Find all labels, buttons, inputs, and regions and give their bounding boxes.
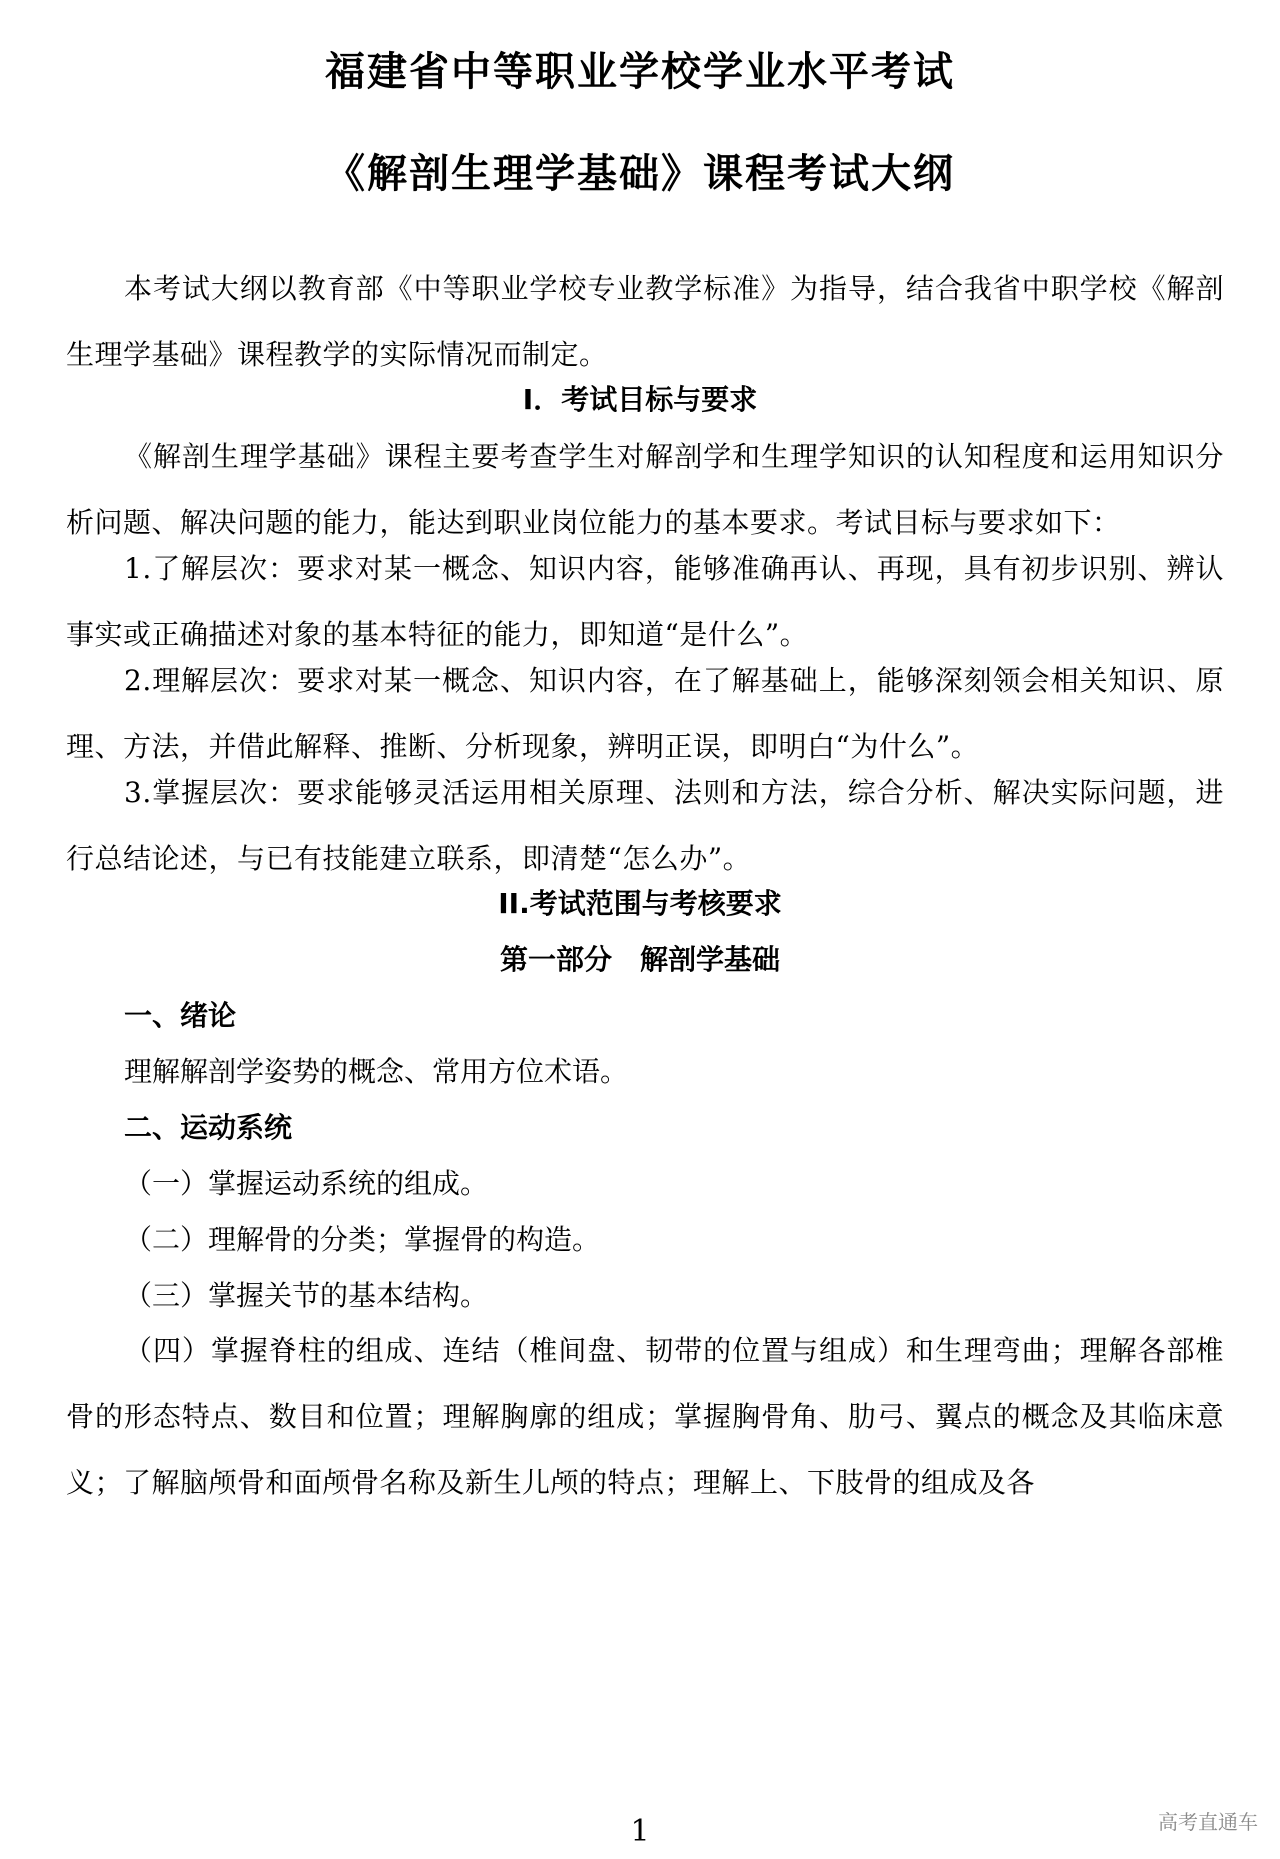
chapter2-heading: 二、运动系统: [124, 1111, 293, 1144]
chapter2-item-1: （一）掌握运动系统的组成。: [124, 1167, 489, 1200]
chapter2-item-2: （二）理解骨的分类；掌握骨的构造。: [124, 1223, 601, 1256]
document-title-line1: 福建省中等职业学校学业水平考试: [325, 49, 955, 95]
level-1-paragraph: 1.了解层次：要求对某一概念、知识内容，能够准确再认、再现，具有初步识别、辨认事实或正确描述对象的基本特征的能力，即知道“是什么”。: [66, 552, 1224, 651]
chapter1-text: 理解解剖学姿势的概念、常用方位术语。: [124, 1055, 629, 1088]
level-3-paragraph: 3.掌握层次：要求能够灵活运用相关原理、法则和方法，综合分析、解决实际问题，进行总结论述，与已有技能建立联系，即清楚“怎么办”。: [66, 776, 1224, 875]
watermark: 高考直通车: [1158, 1810, 1258, 1834]
page-number: 1: [630, 1814, 650, 1849]
intro-paragraph: 本考试大纲以教育部《中等职业学校专业教学标准》为指导，结合我省中职学校《解剖生理学基础》课程教学的实际情况而制定。: [66, 272, 1224, 371]
section1-heading: I．考试目标与要求: [522, 383, 758, 416]
document-title-line2: 《解剖生理学基础》课程考试大纲: [325, 151, 955, 197]
section1-paragraph: 《解剖生理学基础》课程主要考查学生对解剖学和生理学知识的认知程度和运用知识分析问题、解决问题的能力，能达到职业岗位能力的基本要求。考试目标与要求如下：: [66, 440, 1224, 539]
part1-heading: 第一部分 解剖学基础: [499, 943, 780, 976]
section2-heading: II.考试范围与考核要求: [498, 887, 782, 920]
level-2-paragraph: 2.理解层次：要求对某一概念、知识内容，在了解基础上，能够深刻领会相关知识、原理、方法，并借此解释、推断、分析现象，辨明正误，即明白“为什么”。: [66, 664, 1224, 763]
chapter1-heading: 一、绪论: [124, 999, 237, 1032]
chapter2-item-3: （三）掌握关节的基本结构。: [124, 1279, 489, 1312]
chapter2-item-4: （四）掌握脊柱的组成、连结（椎间盘、韧带的位置与组成）和生理弯曲；理解各部椎骨的形态特点、数目和位置；理解胸廓的组成；掌握胸骨角、肋弓、翼点的概念及其临床意义；了解脑颅骨和面颅骨名称及新生儿颅的特点；理解上、下肢骨的组成及各: [66, 1334, 1224, 1499]
